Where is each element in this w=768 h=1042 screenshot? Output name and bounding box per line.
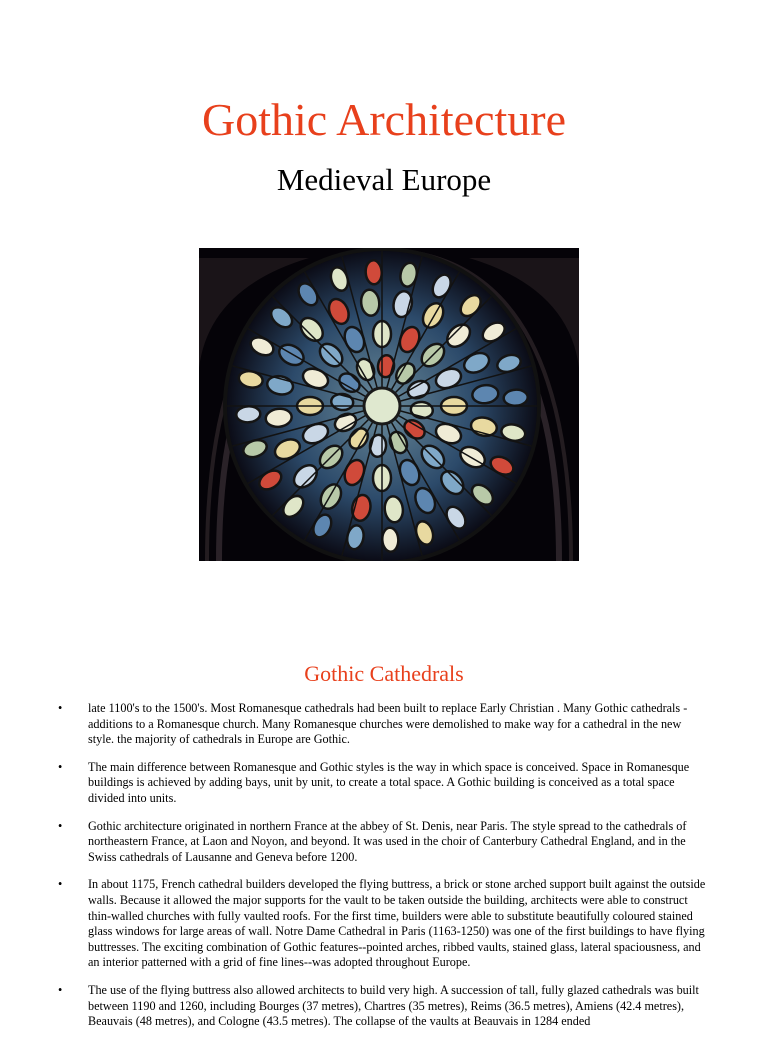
glass-petal — [503, 389, 528, 406]
rose-window-photo — [199, 248, 579, 561]
bullet-item — [0, 819, 768, 866]
glass-petal — [365, 260, 382, 285]
bullet-item — [0, 760, 768, 807]
bullet-item — [0, 983, 768, 1030]
document-subtitle: Medieval Europe — [276, 162, 492, 197]
bullet-text: Gothic architecture originated in northern France at the abbey of St. Denis, near Paris. The style spread to the cathedrals of northeastern France, at Laon and Noyon, and beyond. It was used in the choir of Canterbury Cathedral England, and in the Swiss cathedrals of Lausanne and Geneva before 1200. — [88, 818, 687, 864]
bullet-text: The use of the flying buttress also allowed architects to build very high. A succession of tall, fully glazed cathedrals was built between 1190 and 1260, including Bourges (37 metres), Chartres (35 metres), Reims (36.5 metres), Amiens (42.4 metres), Beauvais (48 metres), and Cologne (43.5 metres). The collapse of the vaults at Beauvais in 1284 ended — [88, 982, 699, 1029]
bullet-marker: • — [58, 818, 63, 833]
document-title: Gothic Architecture — [201, 94, 567, 145]
bullet-marker: • — [58, 759, 63, 774]
bullet-marker: • — [58, 877, 63, 892]
glass-petal — [236, 406, 261, 423]
bullet-list — [0, 701, 768, 1042]
bullet-marker: • — [58, 701, 63, 715]
bullet-text: The main difference between Romanesque and Gothic styles is the way in which space is conceived. Space in Romanesque buildings is achieved by adding bays, unit by unit, to create a total space. A Gothic building is conceived as a total space divided into units. — [88, 759, 690, 805]
bullet-text: In about 1175, French cathedral builders developed the flying buttress, a brick or stone arched support built against the outside walls. Because it allowed the major supports for the vault to be taken outside the building, architects were able to construct thin-walled churches with fully vaulted roofs. For the first time, builders were able to substitute beautifully coloured stained glass windows for large areas of wall. Notre Dame Cathedral in Paris (1163-1250) was one of the first buildings to have flying buttresses. The exciting combination of Gothic features--pointed arches, ribbed vaults, stained glass, lateral spaciousness, and an interior patterned with a grid of fine lines--was adopted throughout Europe. — [88, 877, 706, 970]
rose-window-illustration — [199, 248, 579, 561]
bullet-text: late 1100's to the 1500's. Most Romanesque cathedrals had been built to replace Early Christian . Many Gothic cathedrals - additions to a Romanesque church. Many Romanesque churches were demolished to make way for a cathedral in the new style. the majority of cathedrals in Europe are Gothic. — [88, 701, 688, 747]
bullet-marker: • — [58, 982, 63, 997]
section-title: Gothic Cathedrals — [304, 661, 464, 686]
bullet-item — [0, 701, 768, 748]
glass-petal — [382, 527, 399, 552]
bullet-item — [0, 877, 768, 971]
